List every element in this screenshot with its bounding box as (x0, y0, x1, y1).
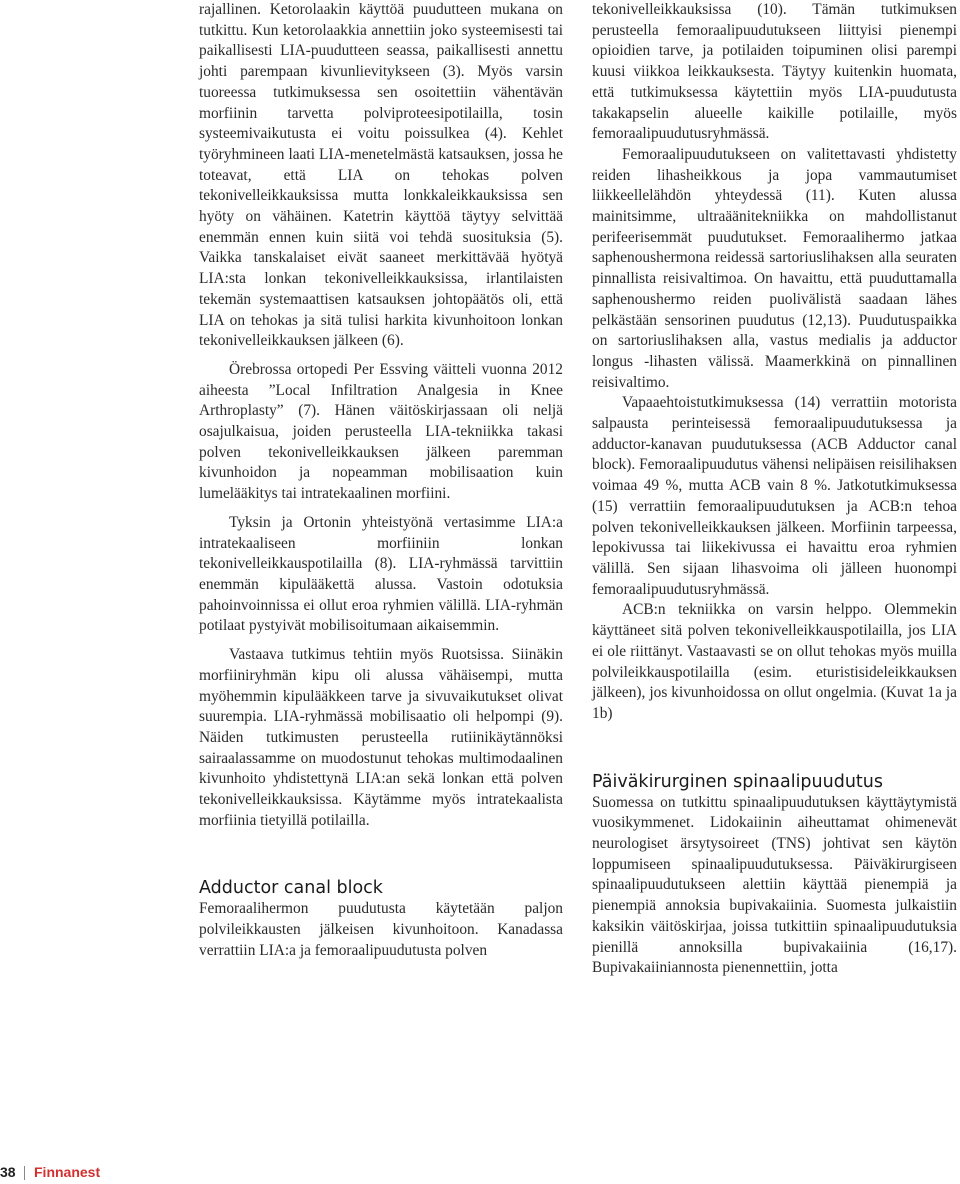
right-column (592, 0, 957, 979)
left-paragraph-4: Vastaava tutkimus tehtiin myös Ruotsissa. Siinäkin morfiiniryhmän kipu oli alussa vähäisempi, mutta myöhemmin kipulääkkeen tarve ja sivuvaikutukset olivat suurempia. LIA-ryhmässä mobilisaatio oli helpompi (9). Näiden tutkimusten perusteella rutiinikäytännöksi sairaalassamme on muodostunut tehokas multimodaalinen kivunhoito yhdistettynä LIA:an sekä lonkan että polven tekonivelleikkauksissa. Käytämme myös intratekaalista morfiinia tietyillä potilailla. (199, 646, 563, 829)
right-paragraph-3: Vapaaehtoistutkimuksessa (14) verrattiin motorista salpausta perinteisessä femoraalipuudutuksessa ja adductor-kanavan puudutuksessa (ACB Adductor canal block). Femoraalipuudutus vähensi nelipäisen reisilihaksen voimaa 49 %, mutta ACB vain 8 %. Jatkotutkimuksessa (15) verrattiin femoraalipuudutuksen ja ACB:n tehoa polven tekonivelleikkauksen jälkeen. Morfiinin tarpeessa, lepokivussa tai liikekivussa ei havaittu eroa ryhmien välillä. Sen sijaan lihasvoima oli jälleen huonompi femoraalipuudutusryhmässä. (592, 394, 957, 598)
section-heading-spinaali: Päiväkirurginen spinaalipuudutus (592, 771, 883, 792)
left-paragraph-3: Tyksin ja Ortonin yhteistyönä vertasimme LIA:a intratekaaliseen morfiiniin lonkan tekonivelleikkauspotilailla (8). LIA-ryhmässä tarvittiin enemmän kipulääkettä alussa. Vastoin odotuksia pahoinvoinnissa ei ollut eroa ryhmien välillä. LIA-ryhmän potilaat pystyivät mobilisoitumaan aikaisemmin. (199, 513, 563, 635)
brand-name: Finnanest (34, 1164, 101, 1180)
section-heading-adductor: Adductor canal block (199, 878, 383, 899)
page-footer (0, 1164, 200, 1184)
right-paragraph-1: tekonivelleikkauksissa (10). Tämän tutkimuksen perusteella femoraalipuudutukseen liittyisi pienempi opioidien tarve, ja potilaiden toipuminen olisi parempi kuusi viikkoa leikkauksesta. Täytyy kuitenkin huomata, että tutkimuksessa käytettiin myös LIA-puudutusta takakapselin alueelle kaikille potilaille, myös femoraalipuudutusryhmässä. (592, 1, 957, 143)
left-column (199, 0, 563, 962)
left-paragraph-5: Femoraalihermon puudutusta käytetään paljon polvileikkausten jälkeisen kivunhoitoon. Kanadassa verrattiin LIA:a ja femoraalipuudutusta polven (199, 900, 563, 959)
page-number: 38 (0, 1164, 16, 1180)
left-paragraph-1: rajallinen. Ketorolaakin käyttöä puudutteen mukana on tutkittu. Kun ketorolaakkia annettiin joko systeemisesti tai paikallisesti LIA-puudutteen seassa, paikallisesti annettu johti parempaan kivunlievitykseen (3). Myös varsin tuoreessa tutkimuksessa sen osoitettiin vähentävän morfiinin tarvetta polviproteesipotilailla, tosin systeemivaikutusta ei voitu poissulkea (4). Kehlet työryhmineen laati LIA-menetelmästä katsauksen, jossa he toteavat, että LIA on tehokas polven tekonivelleikkauksissa mutta lonkkaleikkauksissa sen hyöty on vähäinen. Katetrin käyttöä täytyy selvittää enemmän ennen kuin siitä voi tehdä suosituksia (5). Vaikka tanskalaiset eivät saaneet merkittävää hyötyä LIA:sta lonkan tekonivelleikkauksissa, irlantilaisten tekemän systemaattisen katsauksen johtopäätös oli, että LIA on tehokas ja sitä tulisi harkita kivunhoitoon lonkan tekonivelleikkauksen jälkeen (6). (199, 1, 563, 350)
right-paragraph-5: Suomessa on tutkittu spinaalipuudutuksen käyttäytymistä vuosikymmenet. Lidokaiinin aiheuttamat ohimenevät neurologiset ärsytysoireet (TNS) johtivat sen käytön loppumiseen spinaalipuudutuksessa. Päiväkirurgiseen spinaalipuudutukseen alettiin käyttää pienempiä ja pienempiä annoksia bupivakaiinia. Suomesta julkaistiin kaksikin väitöskirjaa, joissa tutkittiin spinaalipuudutuksia pienillä annoksilla bupivakaiinia (16,17). Bupivakaiiniannosta pienennettiin, jotta (592, 793, 957, 977)
right-paragraph-4: ACB:n tekniikka on varsin helppo. Olemmekin käyttäneet sitä polven tekonivelleikkauspotilailla, jos LIA ei ole riittänyt. Vastaavasti se on ollut tehokas myös muilla polvileikkauspotilailla (esim. eturistisideleikkauksen jälkeen), jos kivunhoidossa on ollut ongelmia. (Kuvat 1a ja 1b) (592, 601, 957, 722)
right-paragraph-2: Femoraalipuudutukseen on valitettavasti yhdistetty reiden lihasheikkous ja jopa vammautumiset liikkeellelähdön yhteydessä (11). Kuten alussa mainitsimme, ultraäänitekniikka on mahdollistanut perifeerisemmät puudutukset. Femoraalihermo jatkaa saphenoushermona reidessä sartoriuslihaksen alla seuraten pinnallista reisivaltimoa. On havaittu, että puuduttamalla saphenoushermo reiden puolivälistä saadaan lähes pelkästään sensorinen puudutus (12,13). Puudutuspaikka on sartoriuslihaksen alla, vastus medialis ja adductor longus -lihasten välissä. Maamerkkinä on pinnallinen reisivaltimo. (592, 145, 957, 391)
footer-divider (24, 1166, 25, 1180)
left-paragraph-2: Örebrossa ortopedi Per Essving väitteli vuonna 2012 aiheesta ”Local Infiltration Analgesia in Knee Arthroplasty” (7). Hänen väitöskirjassaan oli neljä osajulkaisua, joiden perusteella LIA-tekniikka takasi polven tekonivelleikkauksen jälkeen paremman kivunhoidon ja nopeamman mobilisaation kuin lumelääkitys tai intratekaalinen morfiini. (199, 360, 563, 503)
